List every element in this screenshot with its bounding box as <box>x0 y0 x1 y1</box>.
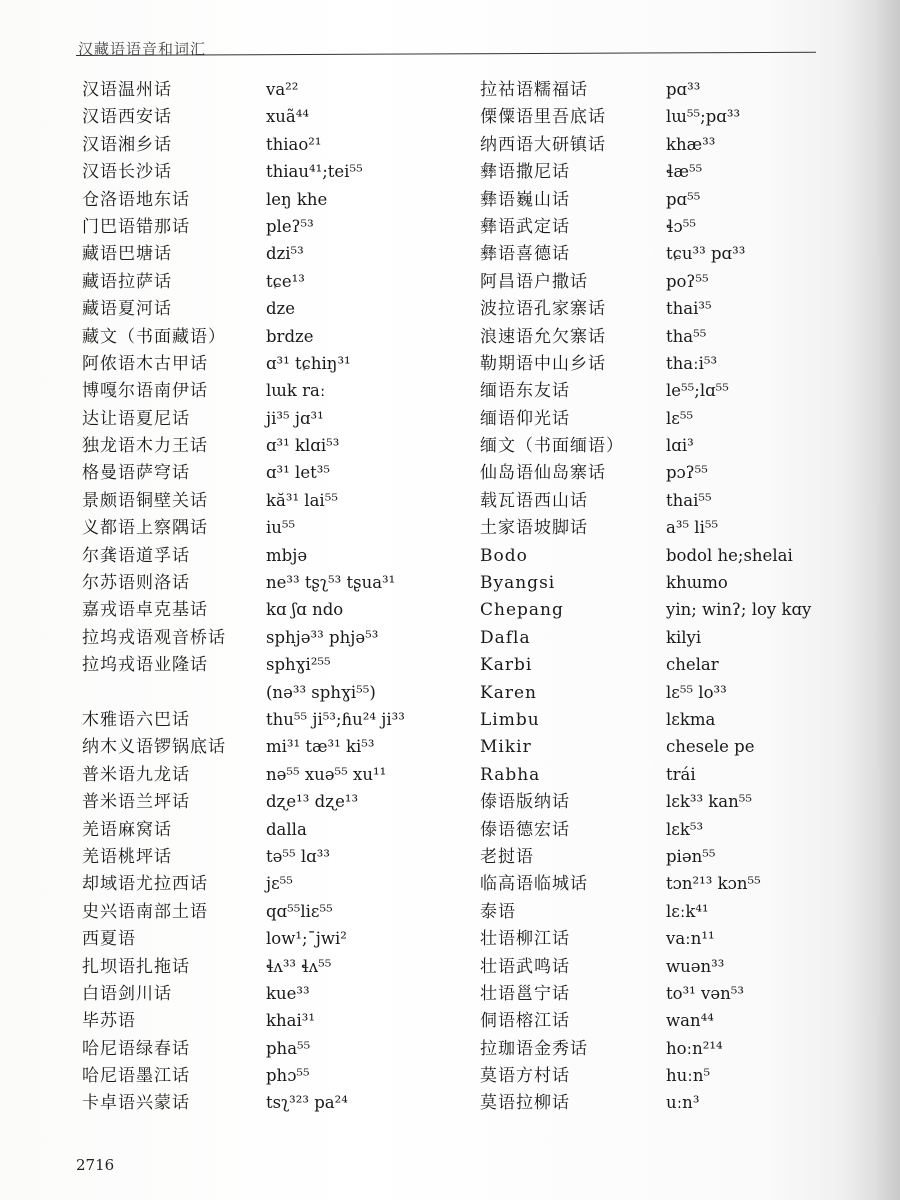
language-name: 拉坞戎语观音桥话 <box>82 627 226 648</box>
language-name: 缅语东友话 <box>480 381 570 402</box>
language-name: 老挝语 <box>480 846 534 867</box>
word-form: low¹;¯jwi² <box>266 929 347 949</box>
language-name: 尔龚语道孚话 <box>82 545 190 566</box>
word-form: va²² <box>266 80 299 99</box>
language-name: 木雅语六巴话 <box>82 709 190 730</box>
language-name: Karbi <box>480 655 533 676</box>
language-name: 缅语仰光话 <box>480 408 570 429</box>
word-form: tɕe¹³ <box>266 271 305 291</box>
language-name: 汉语湘乡话 <box>82 134 172 155</box>
word-form: (nə³³ sphɣi⁵⁵) <box>266 682 376 702</box>
language-name: 壮语武鸣话 <box>480 956 570 977</box>
language-name: Byangsi <box>480 573 556 594</box>
language-name: 载瓦语西山话 <box>480 490 588 511</box>
language-name: 藏语巴塘话 <box>82 244 172 265</box>
language-name: 阿昌语户撒话 <box>480 271 588 292</box>
language-name: 汉语温州话 <box>82 80 172 100</box>
word-form: piən⁵⁵ <box>666 846 716 866</box>
word-form: chesele pe <box>666 737 755 757</box>
language-name: 门巴语错那话 <box>82 216 190 237</box>
word-form: tɔn²¹³ kɔn⁵⁵ <box>666 874 761 894</box>
word-form: khai³¹ <box>266 1011 315 1031</box>
language-name: 毕苏语 <box>82 1011 136 1032</box>
language-name: 壮语邕宁话 <box>480 983 570 1004</box>
language-name: 拉祜语糯福话 <box>480 80 588 100</box>
language-name: Chepang <box>480 600 564 621</box>
language-name: 嘉戎语卓克基话 <box>82 600 208 621</box>
word-form: ɑ³¹ klɑi⁵³ <box>266 436 340 456</box>
language-name: 藏文（书面藏语） <box>82 326 226 347</box>
language-name: 哈尼语绿春话 <box>82 1038 190 1059</box>
language-name: 临高语临城话 <box>480 874 588 895</box>
language-name: 却域语尤拉西话 <box>82 874 208 895</box>
language-name: 仓洛语地东话 <box>82 189 190 210</box>
language-name: 羌语桃坪话 <box>82 846 172 867</box>
language-name: 尔苏语则洛话 <box>82 573 190 594</box>
word-form: dze <box>266 299 296 319</box>
language-name: 卡卓语兴蒙话 <box>82 1093 190 1114</box>
language-name: 拉坞戎语业隆话 <box>82 655 208 676</box>
language-name: 傣语版纳话 <box>480 792 570 813</box>
word-form: thai³⁵ <box>666 299 712 319</box>
language-name: 普米语兰坪话 <box>82 792 190 813</box>
word-form: to³¹ vən⁵³ <box>666 983 744 1003</box>
language-name: 博嘎尔语南伊话 <box>82 381 208 402</box>
word-form: brdze <box>266 326 314 346</box>
language-name: Dafla <box>480 627 531 648</box>
word-form: iu⁵⁵ <box>266 518 296 538</box>
language-name: 莫语拉柳话 <box>480 1093 570 1114</box>
word-form: trái <box>666 764 696 784</box>
running-header: 汉藏语语音和词汇 <box>78 40 207 58</box>
word-form: phɔ⁵⁵ <box>266 1066 310 1086</box>
word-form: lɛ⁵⁵ <box>666 408 694 428</box>
word-form: ɑ³¹ tɕhiŋ³¹ <box>266 353 351 373</box>
word-form: yin; winʔ; loy kɑy <box>666 600 812 620</box>
word-form: tə⁵⁵ lɑ³³ <box>266 846 330 866</box>
language-name: 藏语拉萨话 <box>82 271 172 292</box>
word-form: ɑ³¹ let³⁵ <box>266 463 330 483</box>
language-name: 土家语坡脚话 <box>480 518 588 539</box>
language-name: 仙岛语仙岛寨话 <box>480 463 606 484</box>
word-form: nə⁵⁵ xuə⁵⁵ xu¹¹ <box>266 764 387 784</box>
word-form: qɑ⁵⁵liɛ⁵⁵ <box>266 901 333 921</box>
word-form: sphjə³³ phjə⁵³ <box>266 627 379 647</box>
language-name: Limbu <box>480 709 540 730</box>
word-form: sphɣi²⁵⁵ <box>266 655 331 675</box>
word-form: pɑ⁵⁵ <box>666 189 701 209</box>
word-form: kilyi <box>666 627 702 647</box>
page-edge-shadow <box>840 0 900 1200</box>
word-form: hoːn²¹⁴ <box>666 1038 723 1058</box>
word-form: xuã⁴⁴ <box>266 107 309 127</box>
word-form: lɛkma <box>666 709 716 729</box>
language-name: 西夏语 <box>82 929 136 950</box>
language-name: 勒期语中山乡话 <box>480 353 606 374</box>
language-name: Karen <box>480 682 537 703</box>
word-form: a³⁵ li⁵⁵ <box>666 518 719 538</box>
word-form: huːn⁵ <box>666 1066 711 1086</box>
word-form: kue³³ <box>266 983 310 1003</box>
word-form: tɕu³³ pɑ³³ <box>666 244 746 264</box>
language-name: 藏语夏河话 <box>82 299 172 320</box>
word-form: khɯmo <box>666 573 728 593</box>
word-form: thaːi⁵³ <box>666 353 718 373</box>
language-name: 景颇语铜壁关话 <box>82 490 208 511</box>
word-form: kɑ ʃɑ ndo <box>266 600 344 620</box>
language-name: 白语剑川话 <box>82 983 172 1004</box>
language-name: 汉语长沙话 <box>82 162 172 183</box>
language-name: 彝语喜德话 <box>480 244 570 265</box>
word-form: khæ³³ <box>666 134 716 154</box>
word-form: mi³¹ tæ³¹ ki⁵³ <box>266 737 375 757</box>
language-name: 波拉语孔家寨话 <box>480 299 606 320</box>
word-form: ɬʌ³³ ɬʌ⁵⁵ <box>266 956 332 976</box>
word-form: chelar <box>666 655 719 675</box>
language-name: Mikir <box>480 737 532 758</box>
word-form: mbjə <box>266 545 308 565</box>
word-form: tha⁵⁵ <box>666 326 707 346</box>
word-form: lɛ⁵⁵ lo³³ <box>666 682 727 702</box>
word-form: uːn³ <box>666 1093 700 1113</box>
word-form: ɬæ⁵⁵ <box>666 162 703 182</box>
word-form: leŋ khe <box>266 189 328 209</box>
word-form: lɯk raː <box>266 381 326 401</box>
language-name: 义都语上察隅话 <box>82 518 208 539</box>
word-form: le⁵⁵;lɑ⁵⁵ <box>666 381 729 401</box>
language-name: 缅文（书面缅语） <box>480 436 624 457</box>
word-form: jɛ⁵⁵ <box>266 874 293 894</box>
word-form: kă³¹ lai⁵⁵ <box>266 490 338 510</box>
word-form: dalla <box>266 819 307 839</box>
word-form: thiau⁴¹;tei⁵⁵ <box>266 162 363 182</box>
language-name: 拉珈语金秀话 <box>480 1038 588 1059</box>
word-form: pɑ³³ <box>666 80 701 99</box>
word-form: lɑi³ <box>666 436 694 456</box>
language-name: 纳木义语锣锅底话 <box>82 737 226 758</box>
language-name: 浪速语允欠寨话 <box>480 326 606 347</box>
word-form: lɛːk⁴¹ <box>666 901 709 921</box>
word-form: dʐe¹³ dʐe¹³ <box>266 792 359 812</box>
language-name: 侗语榕江话 <box>480 1011 570 1032</box>
word-form: thu⁵⁵ ji⁵³;ɦu²⁴ ji³³ <box>266 709 405 729</box>
word-form: pleʔ⁵³ <box>266 216 314 236</box>
word-form: bodol he;shelai <box>666 545 793 565</box>
word-form: wuən³³ <box>666 956 725 976</box>
word-form: ji³⁵ jɑ³¹ <box>266 408 324 428</box>
language-name: 羌语麻窝话 <box>82 819 172 840</box>
language-name: 哈尼语墨江话 <box>82 1066 190 1087</box>
word-form: dzi⁵³ <box>266 244 304 264</box>
language-name: 格曼语萨穹话 <box>82 463 190 484</box>
word-form: thiao²¹ <box>266 134 322 154</box>
language-name: 彝语巍山话 <box>480 189 570 210</box>
language-name: 汉语西安话 <box>82 107 172 128</box>
language-name: 彝语武定话 <box>480 216 570 237</box>
language-name: 普米语九龙话 <box>82 764 190 785</box>
language-name: 达让语夏尼话 <box>82 408 190 429</box>
language-name: 傣语德宏话 <box>480 819 570 840</box>
language-name: 泰语 <box>480 901 516 922</box>
language-name: 纳西语大研镇话 <box>480 134 606 155</box>
word-form: vaːn¹¹ <box>666 929 715 949</box>
word-form: poʔ⁵⁵ <box>666 271 709 291</box>
language-name: 史兴语南部土语 <box>82 901 208 922</box>
language-name: Rabha <box>480 764 541 785</box>
word-form: pha⁵⁵ <box>266 1038 311 1058</box>
word-form: tsʅ³²³ pa²⁴ <box>266 1093 348 1113</box>
page-number: 2716 <box>76 1156 115 1174</box>
word-form: thai⁵⁵ <box>666 490 712 510</box>
word-form: lɛk³³ kan⁵⁵ <box>666 792 752 812</box>
word-form: lɯ⁵⁵;pɑ³³ <box>666 107 741 127</box>
language-name: 壮语柳江话 <box>480 929 570 950</box>
language-name: 独龙语木力王话 <box>82 436 208 457</box>
language-name: 莫语方村话 <box>480 1066 570 1087</box>
language-name: 阿侬语木古甲话 <box>82 353 208 374</box>
language-name: 傈僳语里吾底话 <box>480 107 606 128</box>
word-form: wan⁴⁴ <box>666 1011 714 1031</box>
word-form: pɔʔ⁵⁵ <box>666 463 708 483</box>
language-name: 扎坝语扎拖话 <box>82 956 190 977</box>
language-name: Bodo <box>480 545 528 566</box>
word-form: ɬɔ⁵⁵ <box>666 216 696 236</box>
word-form: ne³³ tʂʅ⁵³ tʂua³¹ <box>266 573 396 593</box>
language-name: 彝语撒尼话 <box>480 162 570 183</box>
word-form: lɛk⁵³ <box>666 819 704 839</box>
